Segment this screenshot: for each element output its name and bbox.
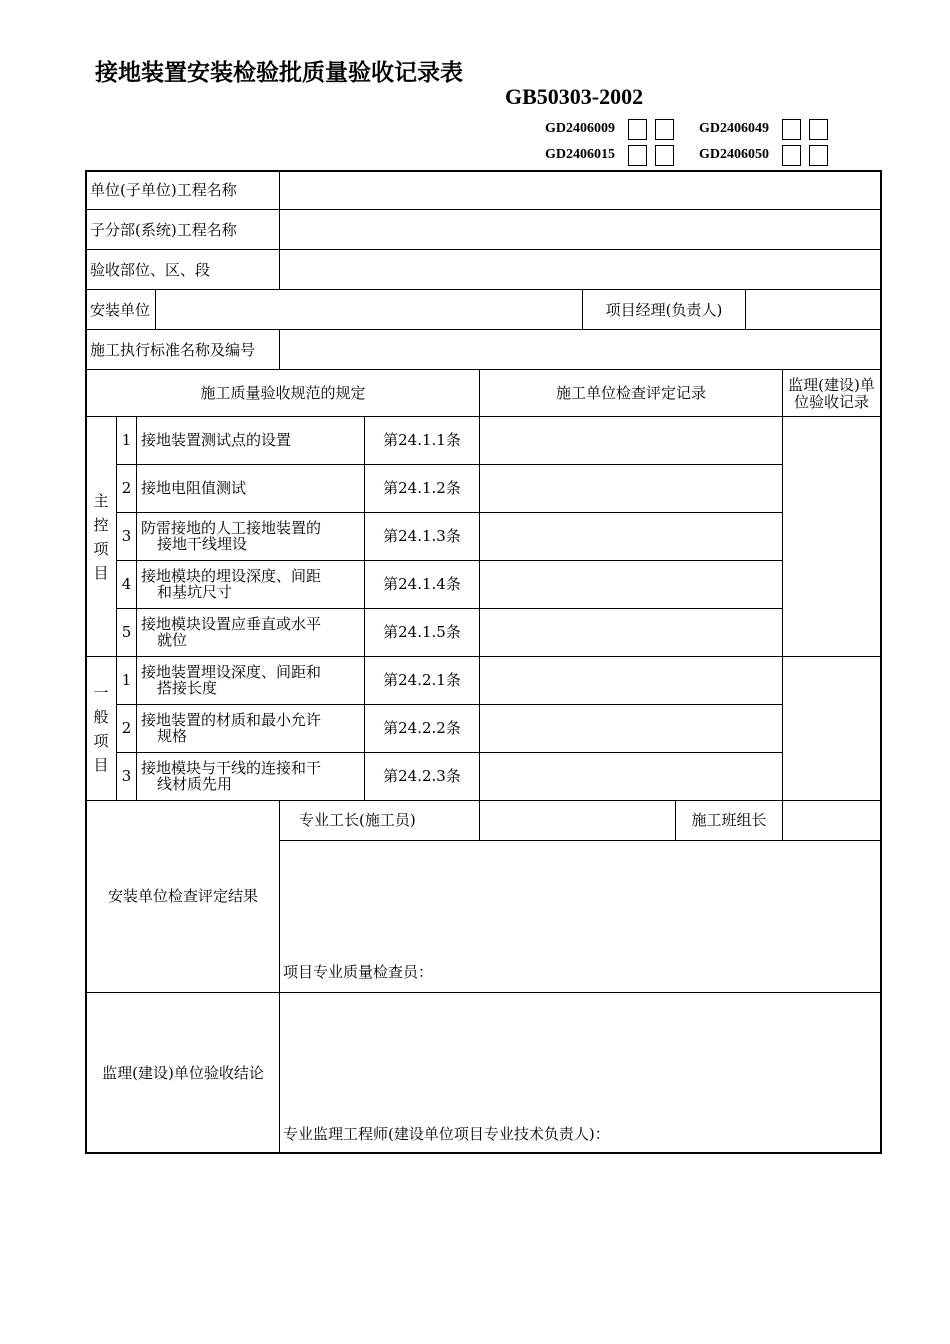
- item-clause: 第24.2.3条: [383, 767, 461, 785]
- supervision-header-line2: 位验收记录: [793, 393, 869, 411]
- inspection-record-field[interactable]: [481, 562, 780, 607]
- foreman-label: 专业工长(施工员): [299, 811, 416, 829]
- code-checkbox[interactable]: [628, 119, 647, 140]
- install-unit-field[interactable]: [158, 291, 580, 328]
- item-clause: 第24.2.1条: [383, 671, 461, 689]
- inspection-record-field[interactable]: [481, 658, 780, 703]
- form-code-2: GD2406049: [699, 121, 769, 136]
- item-clause: 第24.1.3条: [383, 527, 461, 545]
- code-checkbox[interactable]: [782, 145, 801, 166]
- location-field[interactable]: [282, 251, 878, 288]
- inspection-record-field[interactable]: [481, 418, 780, 463]
- item-description: 接地模块与干线的连接和干: [141, 759, 322, 777]
- install-result-field[interactable]: [282, 842, 878, 957]
- item-clause: 第24.1.2条: [383, 479, 461, 497]
- item-description: 接地装置的材质和最小允许: [141, 711, 322, 729]
- item-description-cont: 就位: [157, 631, 188, 649]
- code-checkbox[interactable]: [809, 119, 828, 140]
- inspection-record-field[interactable]: [481, 706, 780, 751]
- code-checkbox[interactable]: [655, 145, 674, 166]
- item-number: 5: [121, 623, 132, 641]
- inspection-record-field[interactable]: [481, 754, 780, 799]
- main-items-supervision-field[interactable]: [784, 418, 879, 655]
- foreman-field[interactable]: [481, 802, 674, 839]
- item-description-cont: 和基坑尺寸: [157, 583, 233, 601]
- supervision-header-line1: 监理(建设)单: [788, 376, 875, 394]
- project-manager-field[interactable]: [748, 291, 878, 328]
- item-description-cont: 线材质先用: [157, 775, 233, 793]
- install-result-label: 安装单位检查评定结果: [107, 887, 258, 905]
- code-checkbox[interactable]: [782, 119, 801, 140]
- standard-name-label: 施工执行标准名称及编号: [90, 341, 256, 359]
- standard-number: GB50303-2002: [505, 84, 644, 109]
- item-clause: 第24.2.2条: [383, 719, 461, 737]
- item-description: 接地模块设置应垂直或水平: [141, 615, 322, 633]
- item-number: 3: [121, 527, 132, 545]
- inspection-record-field[interactable]: [481, 514, 780, 559]
- item-description-cont: 接地干线埋设: [157, 535, 248, 553]
- code-checkbox[interactable]: [655, 119, 674, 140]
- item-description: 接地电阻值测试: [141, 479, 247, 497]
- item-description: 接地装置埋设深度、间距和: [141, 663, 322, 681]
- item-number: 3: [121, 767, 132, 785]
- unit-project-field[interactable]: [282, 172, 878, 208]
- item-number: 1: [121, 431, 132, 449]
- general-items-supervision-field[interactable]: [784, 658, 879, 799]
- main-items-group-label: 主 控 项 目: [93, 492, 109, 582]
- form-code-1: GD2406009: [545, 121, 615, 136]
- quality-inspector-label: 项目专业质量检查员：: [283, 963, 434, 981]
- inspection-record-field[interactable]: [481, 610, 780, 655]
- form-code-4: GD2406050: [699, 147, 769, 162]
- item-description: 接地装置测试点的设置: [141, 431, 292, 449]
- location-label: 验收部位、区、段: [90, 261, 211, 279]
- inspection-header: 施工单位检查评定记录: [555, 384, 706, 402]
- item-description: 防雷接地的人工接地装置的: [141, 519, 322, 537]
- item-clause: 第24.1.1条: [383, 431, 461, 449]
- team-leader-field[interactable]: [784, 802, 879, 839]
- item-description-cont: 搭接长度: [157, 679, 218, 697]
- item-number: 2: [121, 479, 132, 497]
- spec-header: 施工质量验收规范的规定: [200, 384, 366, 402]
- supervision-conclusion-field[interactable]: [282, 994, 878, 1118]
- item-description: 接地模块的埋设深度、间距: [141, 567, 322, 585]
- document-title: 接地装置安装检验批质量验收记录表: [95, 59, 463, 86]
- unit-project-label: 单位(子单位)工程名称: [90, 181, 237, 199]
- sub-project-label: 子分部(系统)工程名称: [90, 221, 237, 239]
- code-checkbox[interactable]: [809, 145, 828, 166]
- item-number: 1: [121, 671, 132, 689]
- item-number: 2: [121, 719, 132, 737]
- supervision-conclusion-label: 监理(建设)单位验收结论: [102, 1064, 264, 1082]
- supervision-engineer-label: 专业监理工程师(建设单位项目专业技术负责人)：: [283, 1125, 610, 1143]
- item-number: 4: [121, 575, 132, 593]
- item-clause: 第24.1.5条: [383, 623, 461, 641]
- project-manager-label: 项目经理(负责人): [605, 301, 723, 319]
- form-code-3: GD2406015: [545, 147, 615, 162]
- standard-name-field[interactable]: [282, 331, 878, 368]
- install-unit-label: 安装单位: [90, 301, 151, 319]
- code-checkbox[interactable]: [628, 145, 647, 166]
- team-leader-label: 施工班组长: [691, 811, 767, 829]
- inspection-record-field[interactable]: [481, 466, 780, 511]
- item-description-cont: 规格: [157, 727, 188, 745]
- sub-project-field[interactable]: [282, 211, 878, 248]
- general-items-group-label: 一 般 项 目: [93, 684, 109, 774]
- item-clause: 第24.1.4条: [383, 575, 461, 593]
